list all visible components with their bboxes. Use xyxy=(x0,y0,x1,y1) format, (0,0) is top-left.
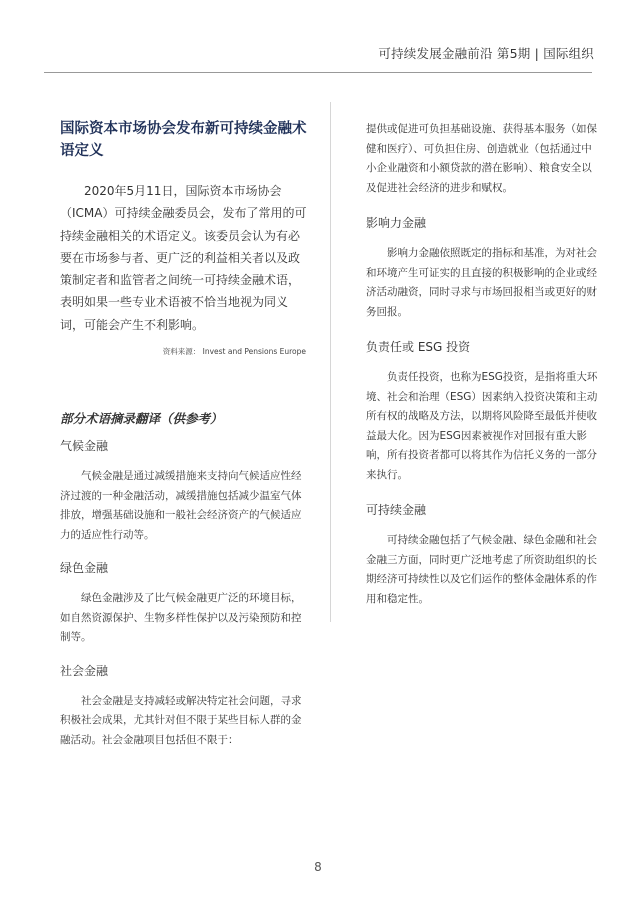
term-heading-climate-finance: 气候金融 xyxy=(60,439,109,454)
term-heading-sustainable-finance: 可持续金融 xyxy=(366,503,427,517)
left-column xyxy=(60,118,308,764)
social-finance-continuation: 提供或促进可负担基础设施、获得基本服务（如保健和医疗）、可负担住房、创造就业（包括通过中小企业融资和小额贷款的潜在影响）、粮食安全以及促进社会经济的进步和赋权。 xyxy=(366,123,597,194)
term-heading-esg-investment: 负责任或 ESG 投资 xyxy=(366,340,471,354)
page-number: 8 xyxy=(314,860,322,874)
lead-paragraph: 2020年5月11日，国际资本市场协会（ICMA）可持续金融委员会，发布了常用的可持续金融相关的术语定义。该委员会认为有必要在市场参与者、更广泛的利益相关者以及政策制定者和监管者之间统一可持续金融术语，表明如果一些专业术语被不恰当地视为同义词，可能会产生不利影响。 xyxy=(60,184,307,332)
article-title: 国际资本市场协会发布新可持续金融术语定义 xyxy=(60,121,307,159)
term-definition-impact-finance: 影响力金融依照既定的指标和基准，为对社会和环境产生可证实的且直接的积极影响的企业或经济活动融资，同时寻求与市场回报相当或更好的财务回报。 xyxy=(366,247,597,318)
running-header: 可持续发展金融前沿 第5期 | 国际组织 xyxy=(378,46,594,61)
term-heading-social-finance: 社会金融 xyxy=(60,663,109,678)
column-divider xyxy=(330,102,331,622)
term-definition-green-finance: 绿色金融涉及了比气候金融更广泛的环境目标，如自然资源保护、生物多样性保护以及污染预防和控制等。 xyxy=(60,592,302,644)
header-divider xyxy=(44,72,592,73)
section-subheading: 部分术语摘录翻译（供参考） xyxy=(60,411,223,427)
term-definition-social-finance: 社会金融是支持减轻或解决特定社会问题，寻求积极社会成果，尤其针对但不限于某些目标人群的金融活动。社会金融项目包括但不限于： xyxy=(60,694,302,746)
term-heading-impact-finance: 影响力金融 xyxy=(366,216,427,230)
term-heading-green-finance: 绿色金融 xyxy=(60,561,109,576)
term-definition-esg-investment: 负责任投资，也称为ESG投资，是指将重大环境、社会和治理（ESG）因素纳入投资决策和主动所有权的战略及方法，以期将风险降至最低并使收益最大化。因为ESG因素被视作对回报有重大影响，所有投资者都可以将其作为信托义务的一部分来执行。 xyxy=(366,371,598,481)
term-definition-climate-finance: 气候金融是通过减缓措施来支持向气候适应性经济过渡的一种金融活动，减缓措施包括减少温室气体排放，增强基础设施和一般社会经济资产的气候适应力的适应性行动等。 xyxy=(60,470,302,541)
source-note: 资料来源： Invest and Pensions Europe xyxy=(162,347,306,357)
right-column xyxy=(366,120,598,625)
term-definition-sustainable-finance: 可持续金融包括了气候金融、绿色金融和社会金融三方面，同时更广泛地考虑了所资助组织的长期经济可持续性以及它们运作的整体金融体系的作用和稳定性。 xyxy=(366,534,597,605)
